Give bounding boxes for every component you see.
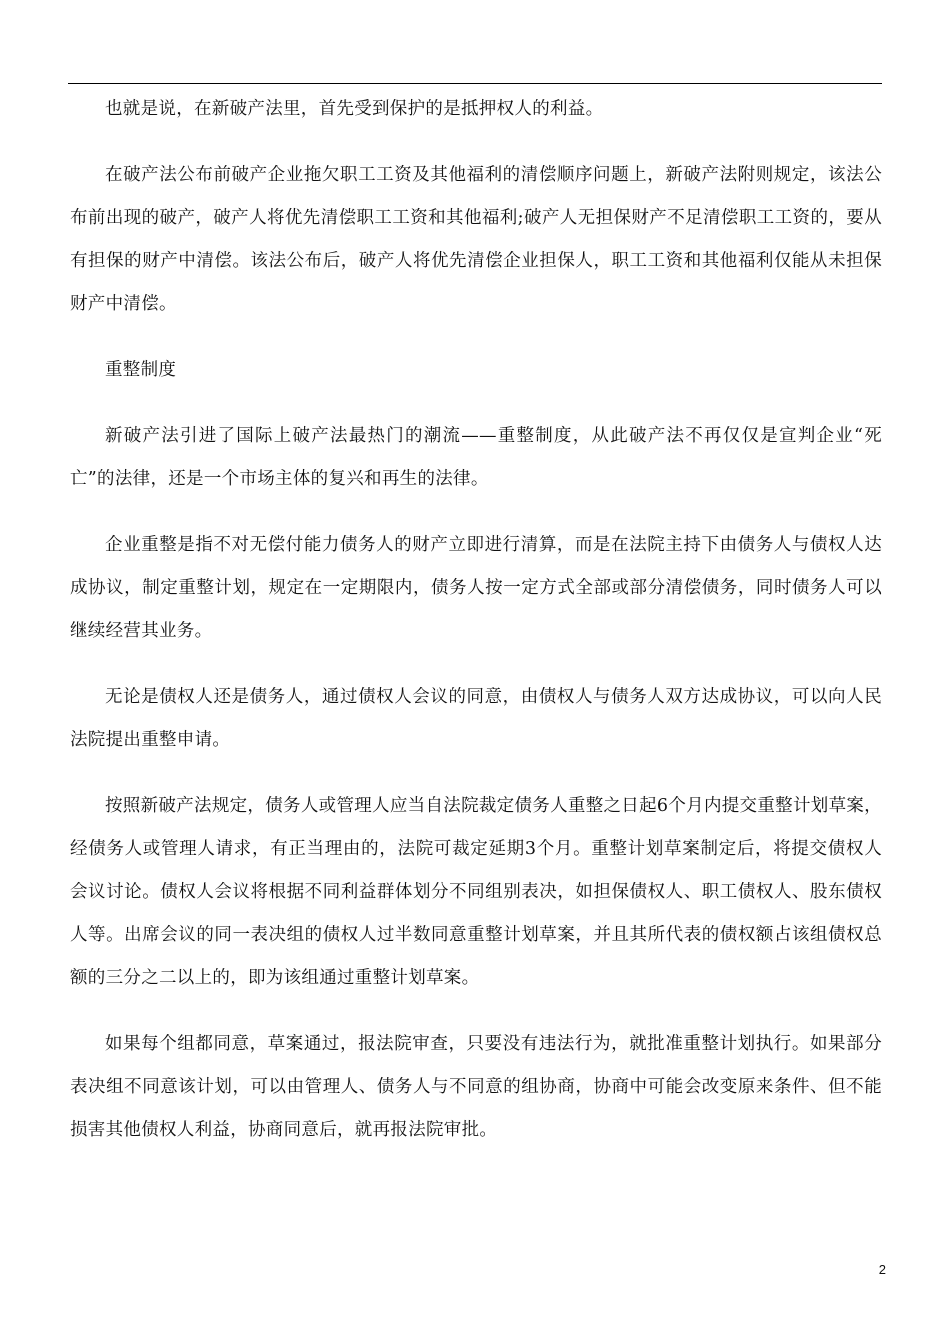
paragraph-reorganization-definition: 企业重整是指不对无偿付能力债务人的财产立即进行清算，而是在法院主持下由债务人与债权人达成协议，制定重整计划，规定在一定期限内，债务人按一定方式全部或部分清偿债务，同时债务人可以继续经营其业务。 xyxy=(70,535,882,641)
paragraph-repayment-order: 在破产法公布前破产企业拖欠职工工资及其他福利的清偿顺序问题上，新破产法附则规定，该法公布前出现的破产，破产人将优先清偿职工工资和其他福利;破产人无担保财产不足清偿职工工资的，要从有担保的财产中清偿。该法公布后，破产人将优先清偿企业担保人，职工工资和其他福利仅能从未担保财产中清偿。 xyxy=(70,165,882,314)
paragraph-secured-creditor: 也就是说，在新破产法里，首先受到保护的是抵押权人的利益。 xyxy=(105,99,604,119)
paragraph-reorganization-application: 无论是债权人还是债务人，通过债权人会议的同意，由债权人与债务人双方达成协议，可以向人民法院提出重整申请。 xyxy=(70,687,882,750)
header-rule xyxy=(68,83,882,84)
document-body xyxy=(70,88,882,1175)
section-heading-reorganization: 重整制度 xyxy=(105,360,177,380)
paragraph-reorganization-intro: 新破产法引进了国际上破产法最热门的潮流——重整制度，从此破产法不再仅仅是宣判企业“死亡”的法律，还是一个市场主体的复兴和再生的法律。 xyxy=(70,426,882,489)
paragraph-plan-approval: 如果每个组都同意，草案通过，报法院审查，只要没有违法行为，就批准重整计划执行。如果部分表决组不同意该计划，可以由管理人、债务人与不同意的组协商，协商中可能会改变原来条件、但不能损害其他债权人利益，协商同意后，就再报法院审批。 xyxy=(70,1034,882,1140)
page-number: 2 xyxy=(878,1262,886,1277)
paragraph-reorganization-plan: 按照新破产法规定，债务人或管理人应当自法院裁定债务人重整之日起6个月内提交重整计划草案，经债务人或管理人请求，有正当理由的，法院可裁定延期3个月。重整计划草案制定后，将提交债权人会议讨论。债权人会议将根据不同利益群体划分不同组别表决，如担保债权人、职工债权人、股东债权人等。出席会议的同一表决组的债权人过半数同意重整计划草案，并且其所代表的债权额占该组债权总额的三分之二以上的，即为该组通过重整计划草案。 xyxy=(70,796,882,988)
